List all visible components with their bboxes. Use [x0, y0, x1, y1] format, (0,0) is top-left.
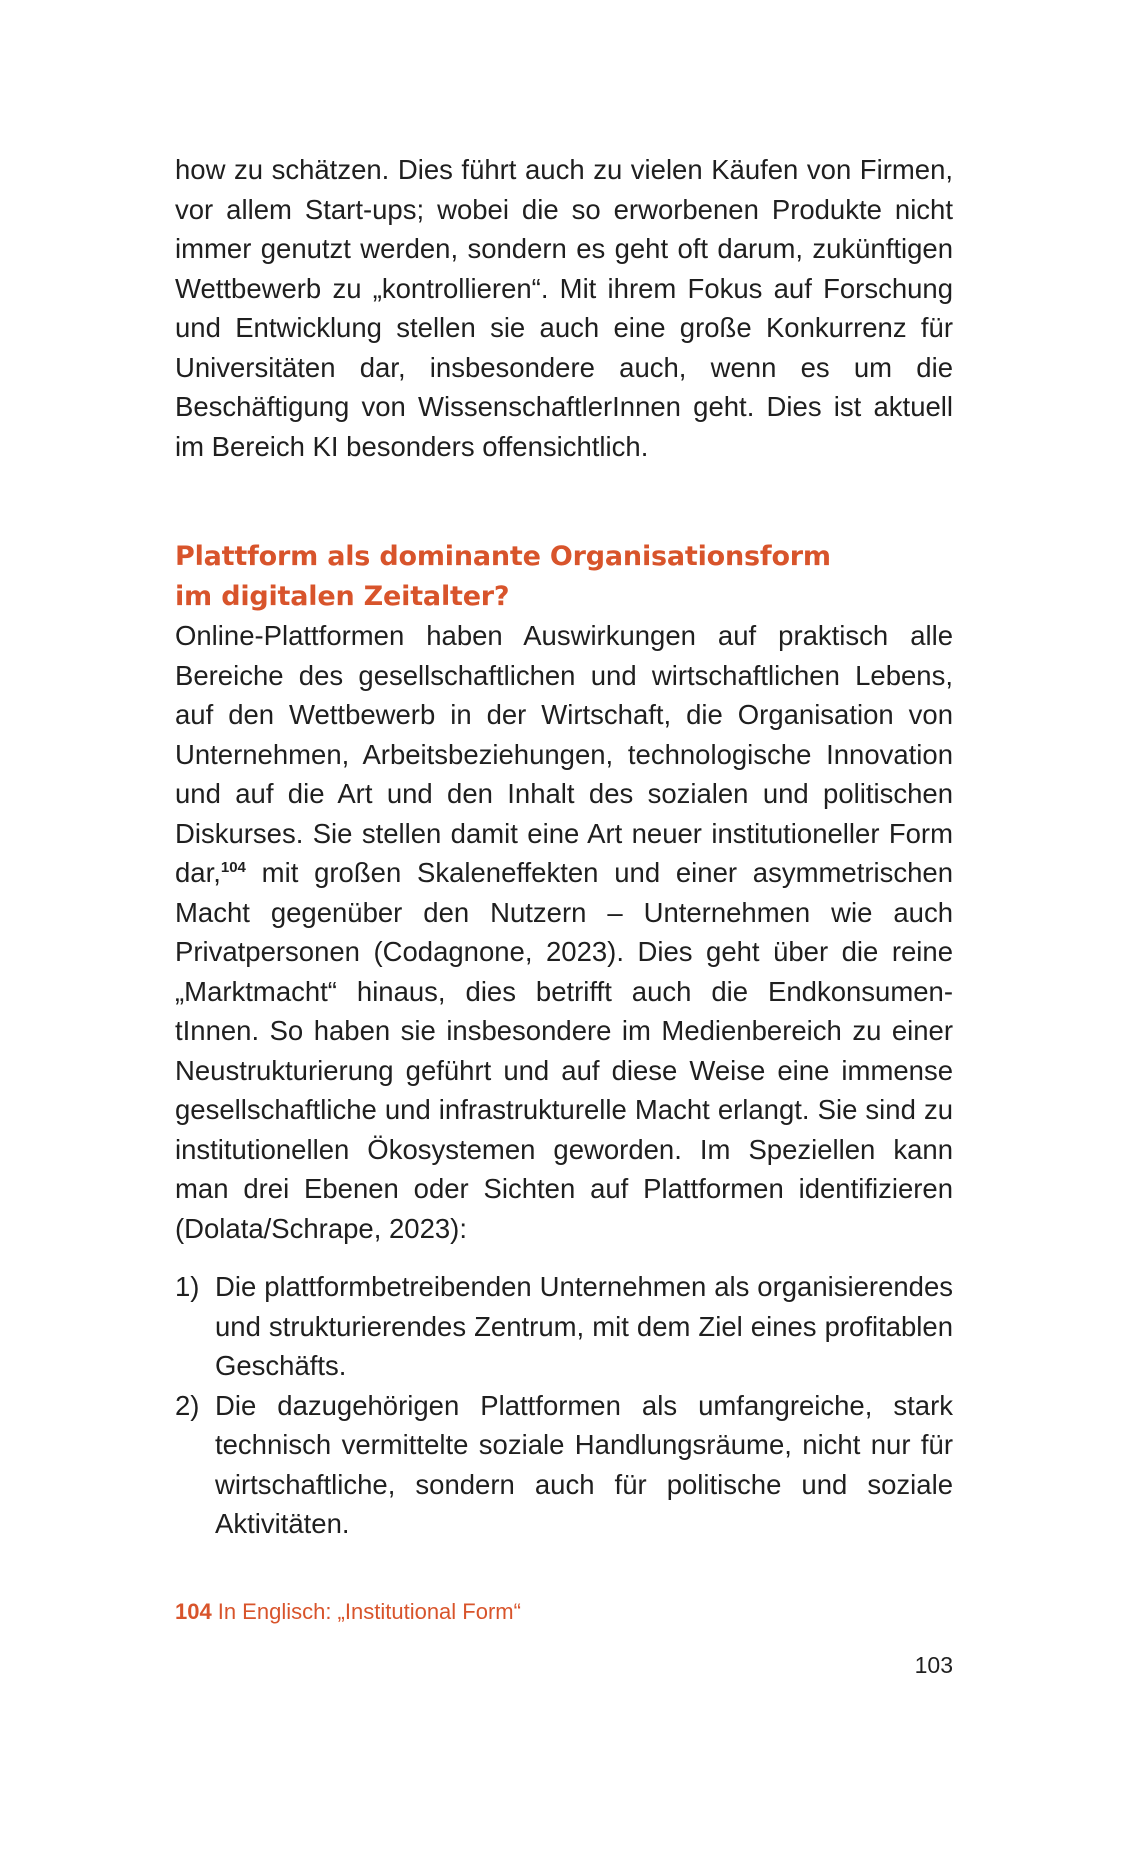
list-item-text: Die plattformbetreibenden Unternehmen als organisierendes und strukturierendes Zentrum, mit dem Ziel eines profitablen Geschäfts.: [215, 1271, 953, 1381]
list-item: [175, 1267, 953, 1386]
list-item-marker: 1): [175, 1271, 200, 1302]
list-item: [175, 1386, 953, 1544]
numbered-list: [175, 1267, 953, 1544]
intro-paragraph: how zu schätzen. Dies führt auch zu vielen Käufen von Firmen, vor allem Start-ups; wobei die so erworbenen Produkte nicht immer genutzt werden, sondern es geht oft darum, zukünftigen Wettbewerb zu „kontrollieren“. Mit ihrem Fokus auf Forschung und Entwicklung stellen sie auch eine große Konkurrenz für Universitäten dar, insbesondere auch, wenn es um die Beschäftigung von WissenschaftlerInnen geht. Dies ist aktuell im Bereich KI besonders offensichtlich.: [175, 154, 953, 462]
section-paragraph-part2: mit großen Skaleneffekten und einer asymmetrischen Macht gegenüber den Nutzern – Unternehmen wie auch Privatpersonen (Codagnone, 2023). Dies geht über die reine „Marktmacht“ hinaus, dies betrifft auch die EndkonsumentInnen. So haben sie insbesondere im Medienbereich zu einer Neustrukturierung geführt und auf diese Weise eine immense gesellschaftliche und infrastrukturelle Macht erlangt. Sie sind zu institutionellen Ökosystemen geworden. Im Speziellen kann man drei Ebenen oder Sichten auf Plattformen identifizieren (Dolata/Schrape, 2023):: [175, 857, 953, 1244]
footnote-text: In Englisch: „Institutional Form“: [217, 1599, 521, 1624]
section-heading: [175, 537, 953, 616]
list-item-text: Die dazugehörigen Plattformen als umfangreiche, stark technisch vermittelte soziale Handlungsräume, nicht nur für wirtschaftliche, sondern auch für politische und soziale Aktivitäten.: [215, 1389, 953, 1539]
footnote-number: 104: [175, 1599, 212, 1624]
page-number: 103: [914, 1652, 953, 1678]
section-paragraph: [175, 616, 953, 1248]
page-content: [175, 150, 953, 1544]
list-item-marker: 2): [175, 1389, 200, 1421]
section-paragraph-part1: Online-Plattformen haben Auswirkungen auf praktisch alle Bereiche des gesellschaftlichen und wirtschaftlichen Lebens, auf den Wettbewerb in der Wirtschaft, die Organisation von Unternehmen, Arbeitsbeziehungen, technologische Innovation und auf die Art und den Inhalt des sozialen und politischen Diskurses. Sie stellen damit eine Art neuer institutioneller Form dar,: [175, 620, 953, 888]
footnote-reference[interactable]: 104: [220, 859, 246, 876]
section-spacer: [175, 466, 953, 537]
section-heading-line2: im digitalen Zeitalter?: [175, 580, 510, 612]
footnote: [175, 1597, 521, 1627]
section-heading-line1: Plattform als dominante Organisationsform: [175, 541, 831, 572]
